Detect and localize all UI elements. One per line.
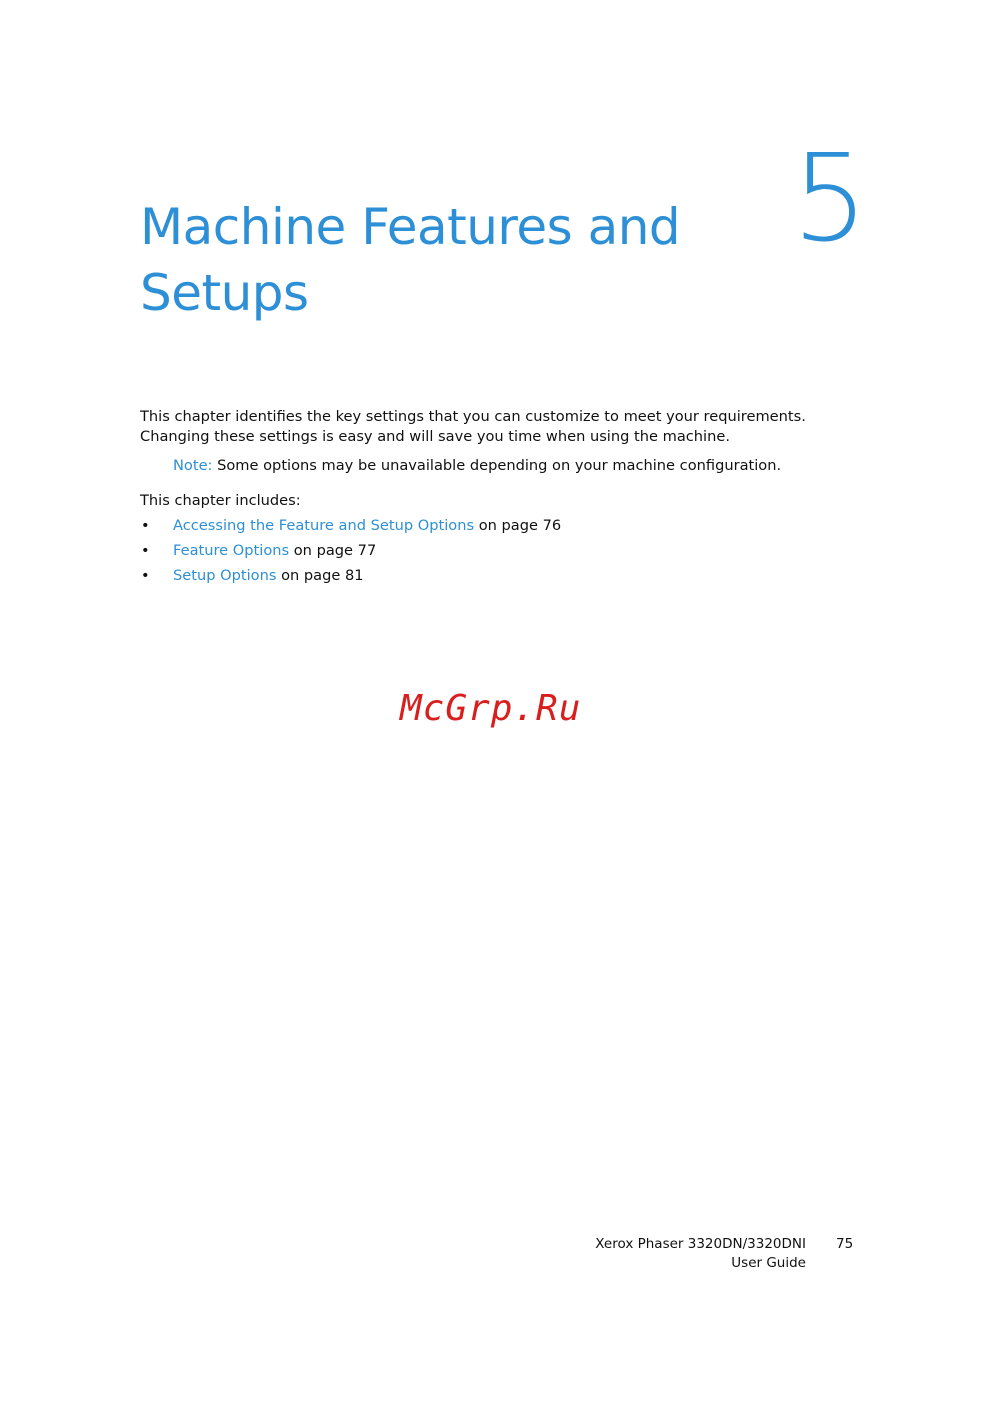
page-number: 75 <box>836 1236 854 1252</box>
chapter-number: 5 <box>791 130 869 269</box>
chapter-intro: This chapter identifies the key settings that you can customize to meet your requirements. Changing these settings is easy and will save you time when using the machine. <box>140 408 806 445</box>
toc-item-accessing <box>140 515 860 540</box>
includes-label: This chapter includes: <box>140 492 301 509</box>
toc-link-setup-options[interactable]: Setup Options <box>173 567 277 584</box>
toc-page-ref: on page 77 <box>289 542 377 559</box>
watermark: McGrp.Ru <box>400 688 582 729</box>
footer-product-name: Xerox Phaser 3320DN/3320DNI <box>595 1236 806 1252</box>
bullet-icon: • <box>141 517 150 534</box>
toc-link-accessing[interactable]: Accessing the Feature and Setup Options <box>173 517 475 534</box>
toc-item-setup-options <box>140 565 860 590</box>
note-text: Some options may be unavailable depending on your machine configuration. <box>212 457 782 474</box>
bullet-icon: • <box>141 542 150 559</box>
bullet-icon: • <box>141 567 150 584</box>
note <box>173 456 873 476</box>
chapter-title: Machine Features and Setups <box>140 198 681 322</box>
toc-item-feature-options <box>140 540 860 565</box>
toc-link-feature-options[interactable]: Feature Options <box>173 542 290 559</box>
toc-page-ref: on page 81 <box>276 567 364 584</box>
footer-guide-label: User Guide <box>731 1255 806 1271</box>
footer-product-info <box>560 1235 806 1273</box>
toc-page-ref: on page 76 <box>474 517 562 534</box>
chapter-toc-list <box>140 515 860 590</box>
note-label: Note: <box>173 457 213 474</box>
